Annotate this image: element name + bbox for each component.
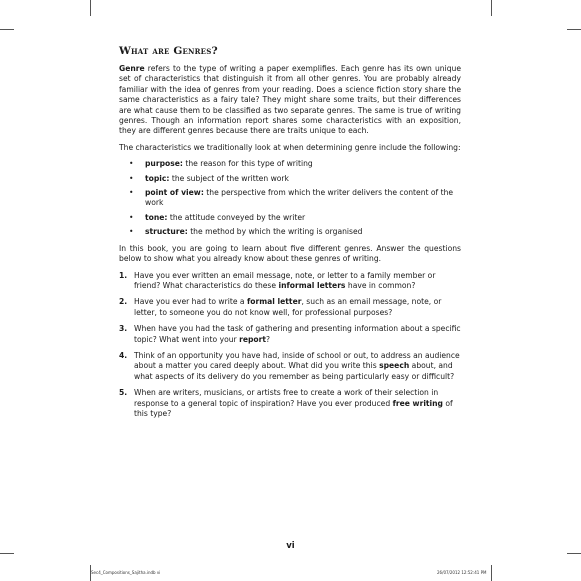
bullet-icon: • xyxy=(129,173,134,183)
question-item xyxy=(119,271,461,292)
question-item xyxy=(119,388,461,419)
question-item xyxy=(119,351,461,382)
list-item xyxy=(119,227,461,237)
question-number: 5. xyxy=(119,388,128,398)
list-item-term: point of view: xyxy=(145,188,204,198)
list-item-term: structure: xyxy=(145,227,188,237)
bullet-icon: • xyxy=(129,212,134,222)
list-item xyxy=(119,213,461,223)
question-text: Have you ever written an email message, note, or letter to a family member or friend? What characteristics do these xyxy=(134,270,436,290)
question-keyword: formal letter xyxy=(247,297,302,307)
crop-mark xyxy=(491,0,492,16)
list-item xyxy=(119,174,461,184)
list-item-text: the method by which the writing is organised xyxy=(187,227,363,237)
question-text: , such as an email message, note, or letter, to someone you do not know well, for professional purposes? xyxy=(134,297,442,317)
bullet-icon: • xyxy=(129,159,134,169)
question-keyword: informal letters xyxy=(278,280,346,290)
crop-mark xyxy=(0,553,14,554)
question-keyword: report xyxy=(239,334,267,344)
characteristics-intro: The characteristics we traditionally look at when determining genre include the following: xyxy=(119,142,461,152)
list-item-term: topic: xyxy=(145,173,170,183)
questions-list xyxy=(119,271,461,420)
crop-mark xyxy=(90,0,91,16)
intro-term: Genre xyxy=(119,64,145,73)
list-item xyxy=(119,159,461,169)
question-item xyxy=(119,324,461,345)
page-number: vi xyxy=(286,541,295,551)
footer-file: Sec4_Compositions_Sajitha.indb vi xyxy=(91,570,161,575)
page-content xyxy=(119,45,461,425)
question-text: When are writers, musicians, or artists free to create a work of their selection in response to a general topic of inspiration? Have you ever produced xyxy=(134,388,439,408)
characteristics-list xyxy=(119,159,461,237)
question-number: 4. xyxy=(119,350,128,360)
crop-mark xyxy=(567,29,581,30)
question-text: Have you ever had to write a xyxy=(134,297,247,307)
list-item-term: purpose: xyxy=(145,159,183,169)
crop-mark xyxy=(567,553,581,554)
question-text: of this type? xyxy=(134,398,453,418)
bullet-icon: • xyxy=(129,188,134,198)
intro-paragraph xyxy=(119,64,461,137)
question-text: ? xyxy=(266,334,271,344)
section-heading: What are Genres? xyxy=(119,45,218,57)
crop-mark xyxy=(491,565,492,581)
question-text: about, and what aspects of its delivery do you remember as being particularly easy or difficult? xyxy=(134,361,455,381)
list-item xyxy=(119,188,461,209)
question-item xyxy=(119,297,461,318)
questions-intro: In this book, you are going to learn about five different genres. Answer the questions below to show what you already know about these genres of writing. xyxy=(119,243,461,264)
question-number: 2. xyxy=(119,297,128,307)
question-number: 3. xyxy=(119,324,128,334)
intro-text: refers to the type of writing a paper exemplifies. Each genre has its own unique set of characteristics that distinguish it from all other genres. You are probably already familiar with the idea of genres from your reading. Does a science fiction story share the same characteristics as a fairy tale? They might share some traits, but their differences are what cause them to be classified as two separate genres. The same is true of writing genres. Though an information report shares some characteristics with an exposition, they are different genres because there are traits unique to each. xyxy=(119,64,461,136)
list-item-text: the attitude conveyed by the writer xyxy=(167,212,306,222)
crop-mark xyxy=(0,29,14,30)
question-text: Think of an opportunity you have had, inside of school or out, to address an audience about a matter you cared deeply about. What did you write this xyxy=(134,350,460,371)
bullet-icon: • xyxy=(129,227,134,237)
question-keyword: speech xyxy=(379,361,410,371)
question-number: 1. xyxy=(119,270,128,280)
list-item-term: tone: xyxy=(145,212,168,222)
list-item-text: the subject of the written work xyxy=(169,173,289,183)
list-item-text: the perspective from which the writer delivers the content of the work xyxy=(145,188,454,208)
question-text: have in common? xyxy=(345,280,416,290)
list-item-text: the reason for this type of writing xyxy=(182,159,313,169)
question-keyword: free writing xyxy=(392,398,443,408)
question-text: When have you had the task of gathering and presenting information about a specific topic? What went into your xyxy=(134,324,461,344)
footer-timestamp: 26/07/2012 12:52:41 PM xyxy=(437,570,487,575)
